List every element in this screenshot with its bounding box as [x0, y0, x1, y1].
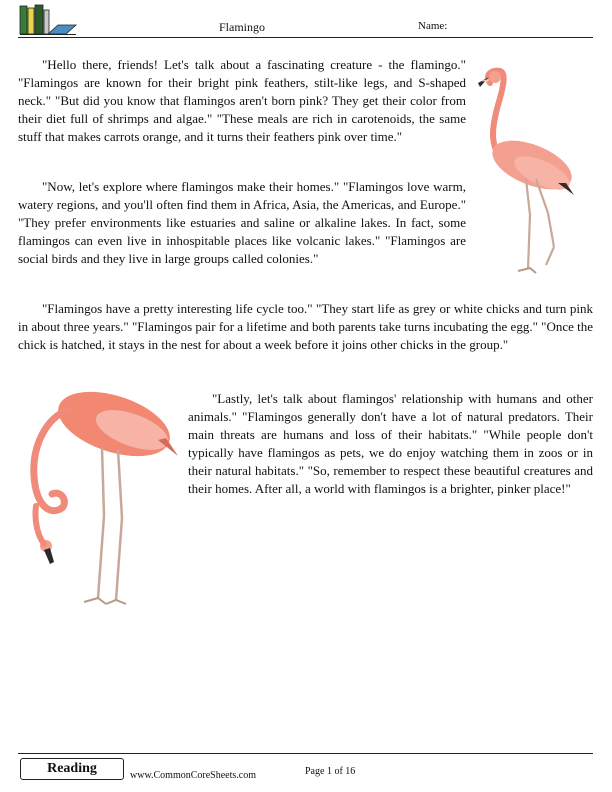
paragraph-habitat: [18, 178, 466, 268]
worksheet-title: Flamingo: [219, 20, 266, 34]
paragraph-habitat-text: "Now, let's explore where flamingos make their homes." "Flamingos love warm, watery regions, and you'll often find them in Africa, Asia, the Americas, and Europe." "They prefer environments like estuaries and saline or alkaline lakes. In fact, some flamingos can even live in inhospitable places like volcanic lakes." "Flamingos are social birds and they live in large groups called colonies.": [18, 179, 466, 266]
paragraph-humans-text: "Lastly, let's talk about flamingos' relationship with humans and other animals." "Flamingos generally don't have a lot of natural predators. Their main threats are humans and loss of their habitats." "While people don't typically have flamingos as pets, we do enjoy watching them in zoos or in their natural habitats." "So, remember to respect these beautiful creatures and their homes. After all, a world with flamingos is a brighter, pinker place!": [188, 391, 593, 496]
name-label: Name:: [418, 20, 448, 32]
paragraph-intro: [18, 56, 466, 146]
page-number: Page 1 of 16: [305, 766, 356, 777]
footer-rule: [18, 753, 593, 754]
subject-badge: Reading: [20, 758, 124, 780]
paragraph-intro-text: "Hello there, friends! Let's talk about a fascinating creature - the flamingo." "Flamingos are known for their bright pink feathers, stilt-like legs, and S-shaped neck." "But did you know that flamingos aren't born pink? They get their color from their diet full of shrimps and algae." "These meals are rich in carotenoids, the same stuff that makes carrots orange, and it turns their feathers pink over time.": [18, 57, 466, 144]
paragraph-life-cycle: [18, 300, 593, 354]
paragraph-life-cycle-text: "Flamingos have a pretty interesting life cycle too." "They start life as grey or white chicks and turn pink in about three years." "Flamingos pair for a lifetime and both parents take turns incubating the egg." "Once the chick is hatched, it stays in the nest for about a week before it joins other chicks in the group.": [18, 301, 594, 352]
feeding-flamingo-image: [22, 366, 184, 614]
website-link[interactable]: www.CommonCoreSheets.com: [130, 770, 257, 781]
header-rule: [18, 37, 593, 38]
paragraph-humans: [188, 390, 593, 498]
standing-flamingo-image: [470, 65, 590, 280]
books-logo-icon: [18, 4, 78, 36]
